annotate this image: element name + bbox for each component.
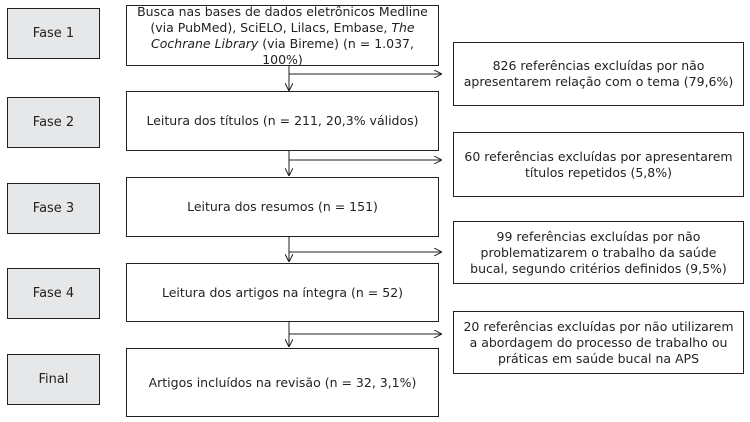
exclusion-box-1: 826 referências excluídas por não apresentarem relação com o tema (79,6%) [453,42,744,106]
step-text-included: Artigos incluídos na revisão (n = 32, 3,1%) [148,374,417,390]
step-box-search [126,5,439,66]
exclusion-box-3: 99 referências excluídas por não problematizarem o trabalho da saúde bucal, segundo critérios definidos (9,5%) [453,221,744,284]
step-text-fulltext: Leitura dos artigos na íntegra (n = 52) [161,284,404,300]
phase-label-2: Fase 2 [7,97,100,148]
phase-label-final: Final [7,354,100,405]
phase-label-1: Fase 1 [7,8,100,59]
step-text-titles: Leitura dos títulos (n = 211, 20,3% válidos) [146,113,419,128]
exclusion-box-2: 60 referências excluídas por apresentarem títulos repetidos (5,8%) [453,132,744,197]
exclusion-box-4: 20 referências excluídas por não utilizarem a abordagem do processo de trabalho ou práticas em saúde bucal na APS [453,311,744,374]
step-box-included [126,348,439,417]
phase-label-3: Fase 3 [7,183,100,234]
step-box-titles [126,91,439,151]
step-text-search: Busca nas bases de dados eletrônicos Medline (via PubMed), SciELO, Lilacs, Embase, The Cochrane Library (via Bireme) (n = 1.037, 100%) [137,3,428,67]
step-text-abstracts: Leitura dos resumos (n = 151) [187,199,378,214]
phase-label-4: Fase 4 [7,268,100,319]
step-box-abstracts [126,177,439,237]
step-box-fulltext [126,263,439,322]
